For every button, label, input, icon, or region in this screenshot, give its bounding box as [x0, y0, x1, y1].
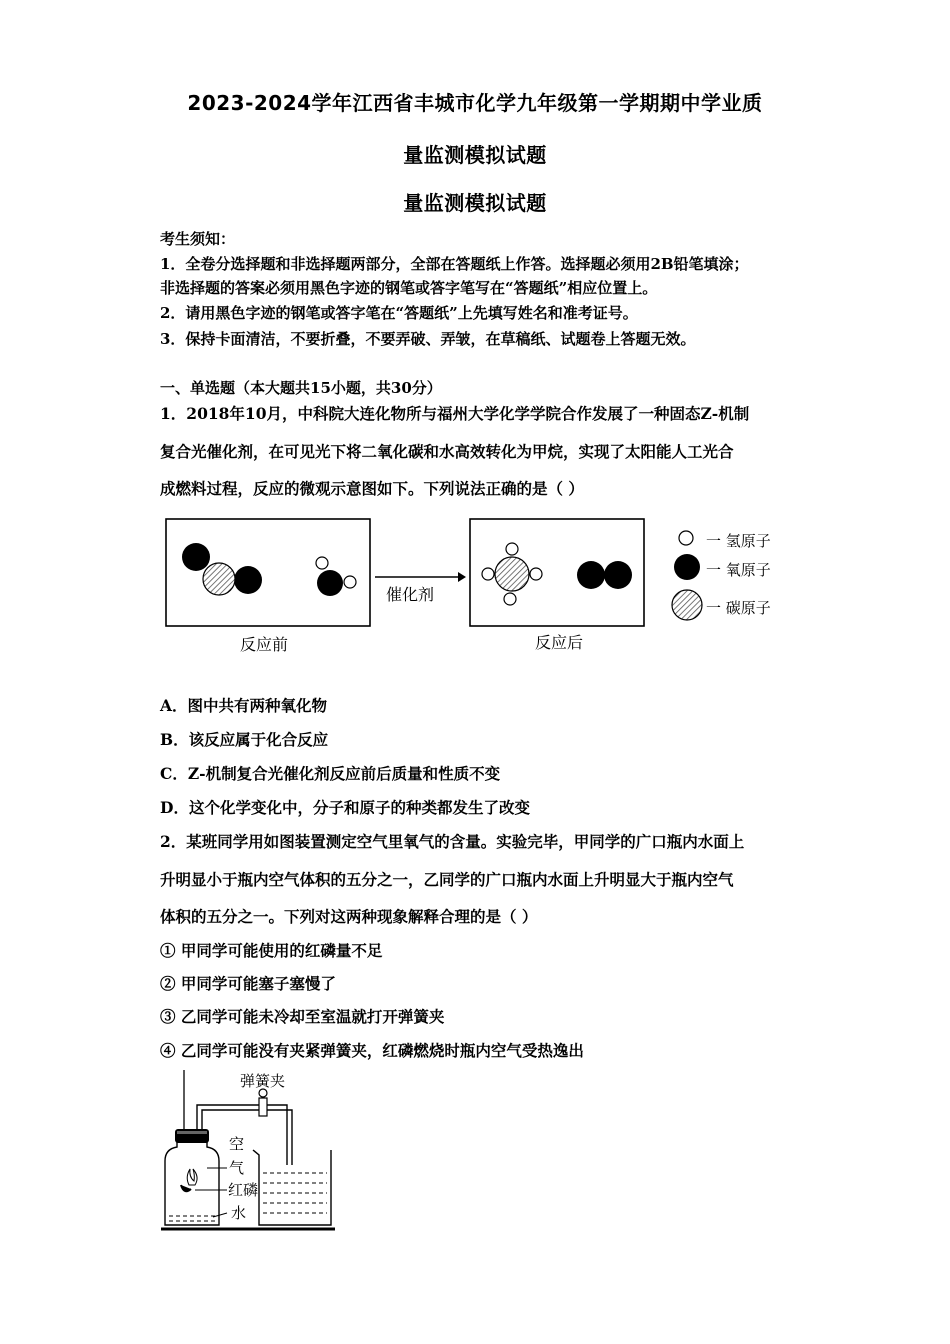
q1-option-a: A．图中共有两种氧化物 — [160, 696, 328, 715]
before-box — [166, 519, 370, 626]
oxygen-atom — [577, 561, 605, 589]
notice-item-1-cont: 非选择题的答案必须用黑色字迹的钢笔或答字笔写在“答题纸”相应位置上。 — [160, 279, 658, 297]
air-label-1: 空 — [229, 1135, 245, 1153]
spring-clamp-icon — [259, 1098, 267, 1116]
q1-option-d: D．这个化学变化中，分子和原子的种类都发生了改变 — [160, 798, 530, 817]
q1-option-b: B．该反应属于化合反应 — [160, 730, 329, 749]
legend-oxygen-label: 一 氧原子 — [706, 561, 771, 579]
hydrogen-atom — [530, 568, 542, 580]
oxygen-atom — [317, 570, 343, 596]
notice-item-2: 2．请用黑色字迹的钢笔或答字笔在“答题纸”上先填写姓名和准考证号。 — [160, 304, 638, 322]
oxygen-atom — [234, 566, 262, 594]
phosphorus-label: 红磷 — [228, 1181, 259, 1199]
oxygen-atom — [182, 543, 210, 571]
clamp-label: 弹簧夹 — [240, 1072, 286, 1090]
oxygen-atom — [604, 561, 632, 589]
legend-carbon-icon — [672, 590, 702, 620]
legend-oxygen-icon — [674, 554, 700, 580]
water-label: 水 — [231, 1204, 247, 1222]
exam-title-line-2: 量监测模拟试题 — [403, 143, 547, 167]
arrowhead-icon — [458, 572, 466, 582]
q2-statement-4: ④ 乙同学可能没有夹紧弹簧夹，红磷燃烧时瓶内空气受热逸出 — [160, 1041, 584, 1060]
wide-mouth-bottle — [165, 1141, 219, 1225]
q1-reaction-diagram — [160, 512, 800, 662]
q1-line-1: 1．2018年10月，中科院大连化物所与福州大学化学学院合作发展了一种固态Z-机制 — [160, 404, 750, 423]
carbon-atom — [203, 563, 235, 595]
hydrogen-atom — [316, 557, 328, 569]
q2-line-2: 升明显小于瓶内空气体积的五分之一，乙同学的广口瓶内水面上升明显大于瓶内空气 — [160, 870, 734, 889]
exam-title-line-3: 量监测模拟试题 — [403, 191, 547, 215]
legend-hydrogen-icon — [679, 531, 693, 545]
section-heading: 一、单选题（本大题共15小题，共30分） — [160, 379, 442, 397]
before-label: 反应前 — [240, 635, 289, 654]
q1-line-3: 成燃料过程，反应的微观示意图如下。下列说法正确的是（ ） — [160, 479, 584, 498]
hydrogen-atom — [482, 568, 494, 580]
legend-carbon-label: 一 碳原子 — [706, 599, 771, 617]
catalyst-label: 催化剂 — [386, 585, 435, 604]
exam-title-line-1: 2023-2024学年江西省丰城市化学九年级第一学期期中学业质 — [187, 91, 763, 115]
q1-option-c: C．Z-机制复合光催化剂反应前后质量和性质不变 — [160, 764, 501, 783]
carbon-atom — [495, 557, 529, 591]
hydrogen-atom — [504, 593, 516, 605]
notice-item-3: 3．保持卡面清洁，不要折叠，不要弄破、弄皱，在草稿纸、试题卷上答题无效。 — [160, 330, 696, 348]
q2-statement-2: ② 甲同学可能塞子塞慢了 — [160, 974, 336, 993]
q2-statement-3: ③ 乙同学可能未冷却至室温就打开弹簧夹 — [160, 1007, 445, 1026]
notice-heading: 考生须知： — [160, 230, 236, 248]
q2-line-1: 2．某班同学用如图装置测定空气里氧气的含量。实验完毕，甲同学的广口瓶内水面上 — [160, 832, 745, 851]
legend-hydrogen-label: 一 氢原子 — [706, 532, 771, 550]
notice-item-1: 1．全卷分选择题和非选择题两部分，全部在答题纸上作答。选择题必须用2B铅笔填涂； — [160, 255, 749, 273]
q2-line-3: 体积的五分之一。下列对这两种现象解释合理的是（ ） — [160, 907, 538, 926]
hydrogen-atom — [344, 576, 356, 588]
after-label: 反应后 — [535, 633, 584, 652]
q1-line-2: 复合光催化剂，在可见光下将二氧化碳和水高效转化为甲烷，实现了太阳能人工光合 — [160, 442, 734, 461]
air-label-2: 气 — [229, 1159, 245, 1177]
q2-apparatus-diagram — [155, 1065, 355, 1240]
hydrogen-atom — [506, 543, 518, 555]
q2-statement-1: ① 甲同学可能使用的红磷量不足 — [160, 941, 383, 960]
